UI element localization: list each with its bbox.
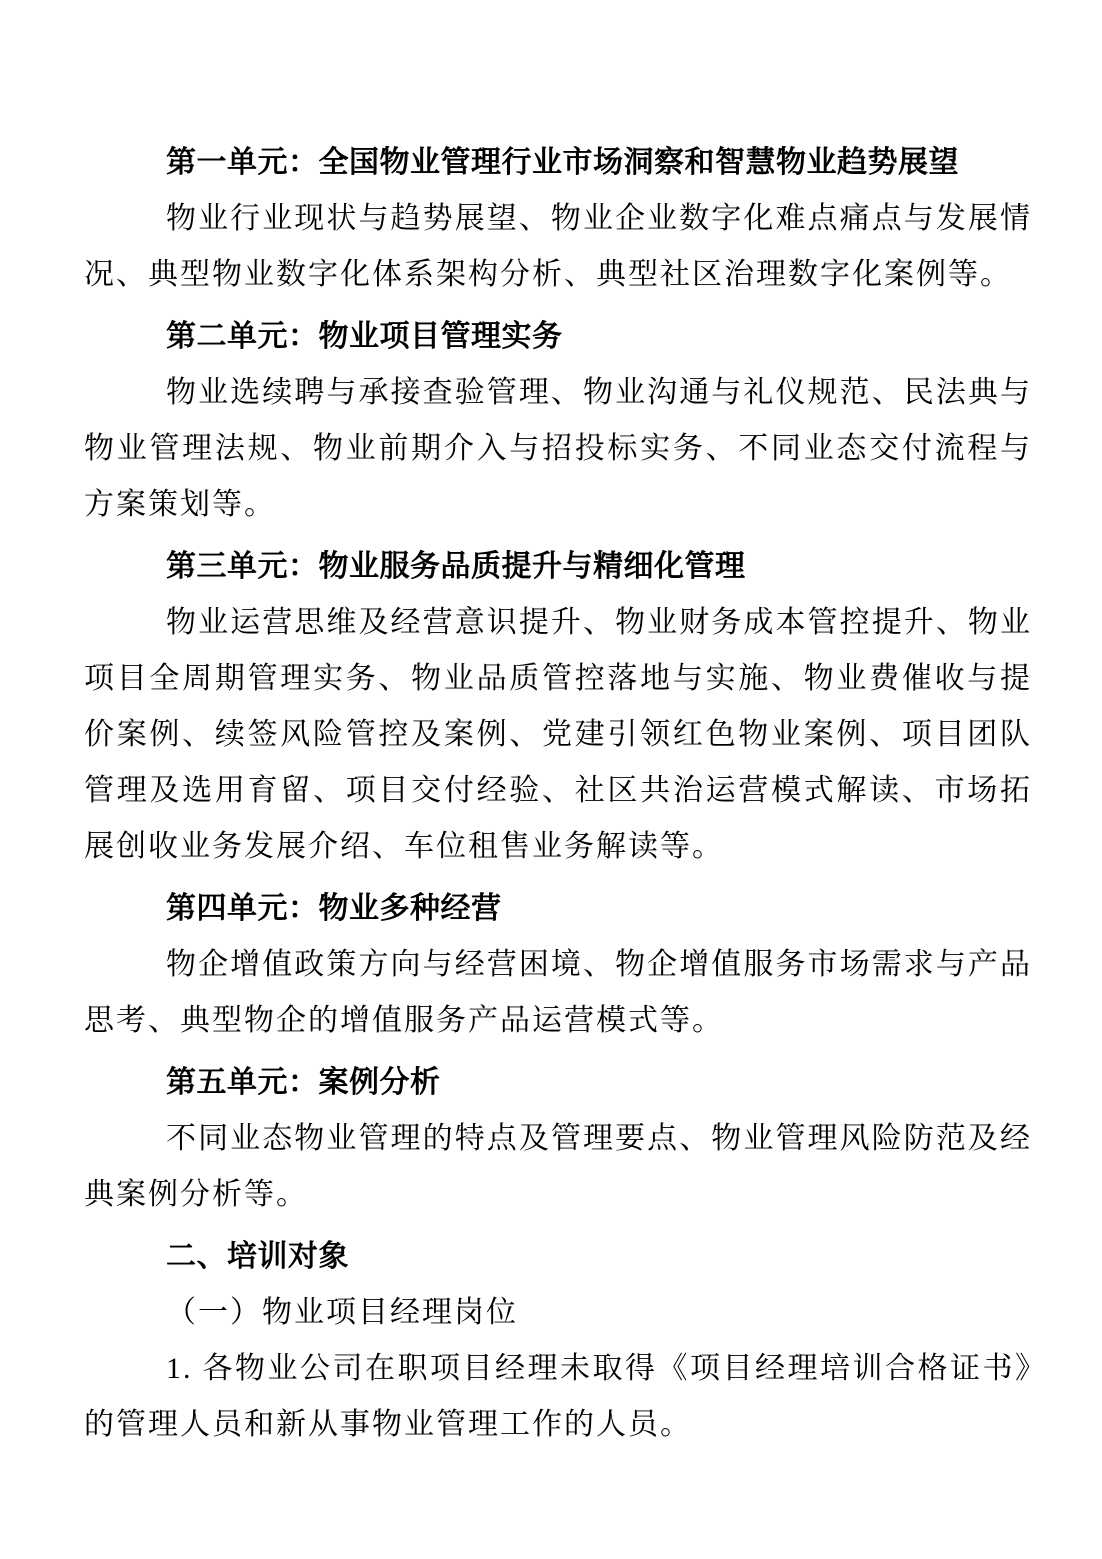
paragraph-unit-1: 物业行业现状与趋势展望、物业企业数字化难点痛点与发展情况、典型物业数字化体系架构分析、典型社区治理数字化案例等。 [84, 202, 1032, 291]
subheading-position-1: （一）物业项目经理岗位 [166, 1296, 518, 1329]
paragraph-unit-4: 物企增值政策方向与经营困境、物企增值服务市场需求与产品思考、典型物企的增值服务产品运营模式等。 [84, 948, 1032, 1037]
heading-training-targets: 二、培训对象 [166, 1240, 349, 1273]
document-page [84, 0, 1032, 1453]
heading-unit-2: 第二单元：物业项目管理实务 [166, 320, 563, 353]
paragraph-target-1: 1. 各物业公司在职项目经理未取得《项目经理培训合格证书》的管理人员和新从事物业管理工作的人员。 [84, 1352, 1032, 1441]
paragraph-unit-3: 物业运营思维及经营意识提升、物业财务成本管控提升、物业项目全周期管理实务、物业品质管控落地与实施、物业费催收与提价案例、续签风险管控及案例、党建引领红色物业案例、项目团队管理及选用育留、项目交付经验、社区共治运营模式解读、市场拓展创收业务发展介绍、车位租售业务解读等。 [84, 606, 1032, 863]
paragraph-unit-5: 不同业态物业管理的特点及管理要点、物业管理风险防范及经典案例分析等。 [84, 1122, 1032, 1211]
heading-unit-5: 第五单元：案例分析 [166, 1066, 441, 1099]
heading-unit-3: 第三单元：物业服务品质提升与精细化管理 [166, 550, 746, 583]
heading-unit-4: 第四单元：物业多种经营 [166, 892, 502, 925]
paragraph-unit-2: 物业选续聘与承接查验管理、物业沟通与礼仪规范、民法典与物业管理法规、物业前期介入与招投标实务、不同业态交付流程与方案策划等。 [84, 376, 1032, 521]
heading-unit-1: 第一单元：全国物业管理行业市场洞察和智慧物业趋势展望 [166, 146, 959, 179]
